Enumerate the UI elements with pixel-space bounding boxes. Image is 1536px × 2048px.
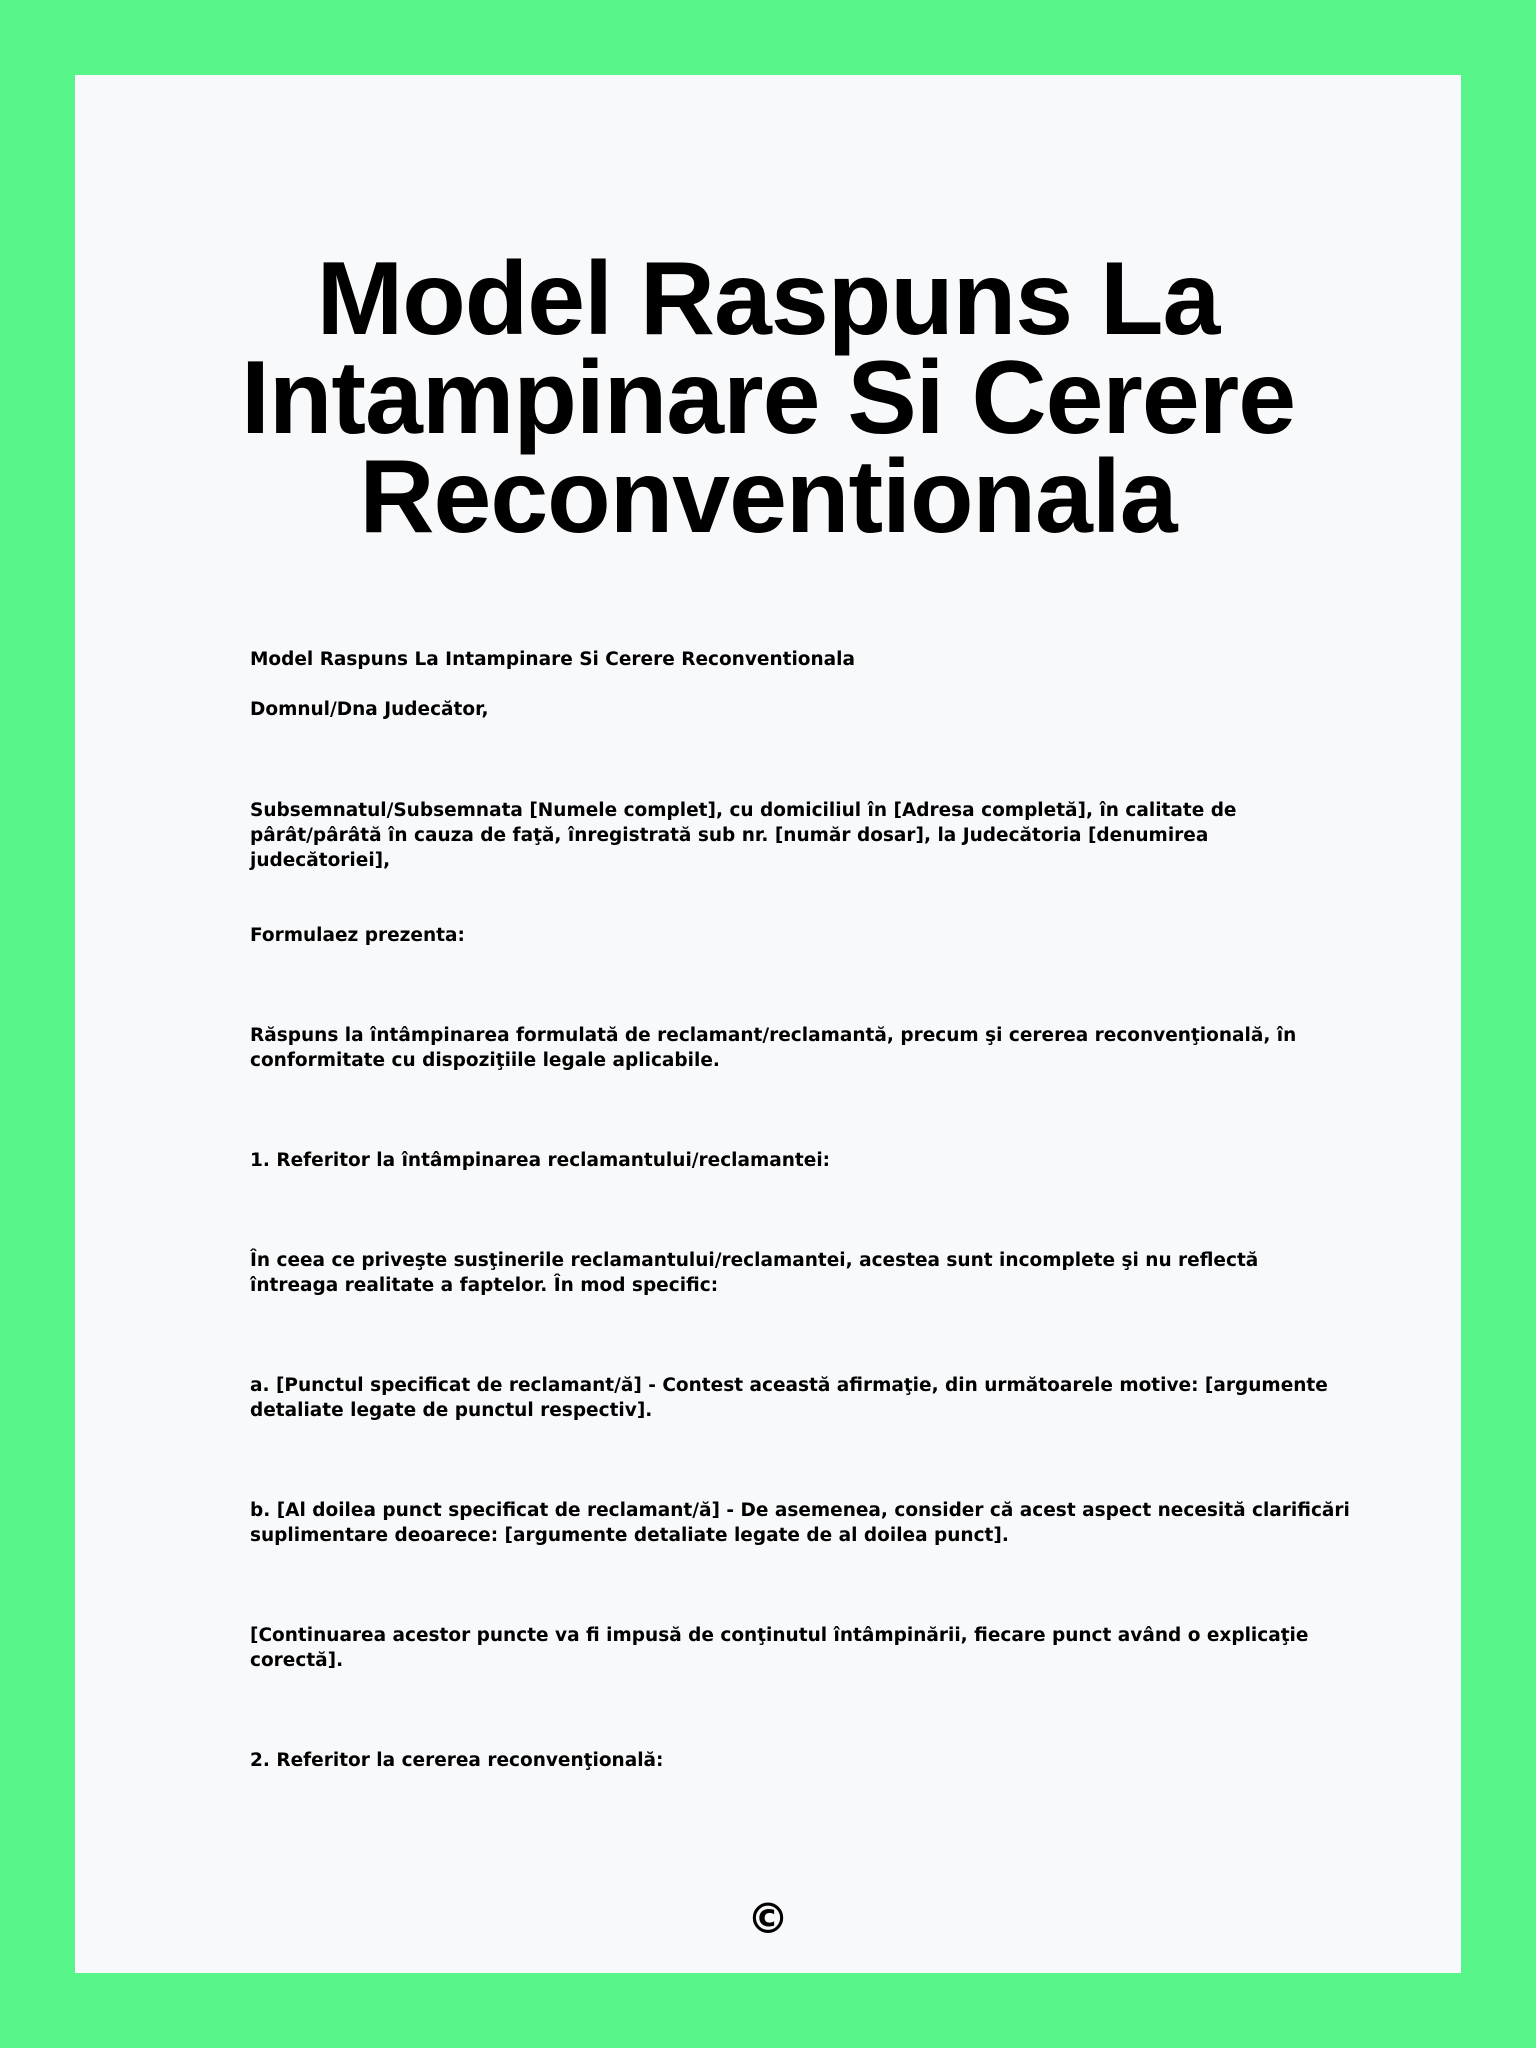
- section-heading: 2. Referitor la cererea reconvenţională:: [250, 1750, 664, 1771]
- paragraph: Formulaez prezenta:: [250, 925, 465, 946]
- salutation: Domnul/Dna Judecător,: [250, 699, 489, 720]
- copyright-icon: ©: [747, 1894, 789, 1943]
- paragraph: Răspuns la întâmpinarea formulată de reclamant/reclamantă, precum şi cererea reconvenţională, în conformitate cu dispoziţiile legale aplicabile.: [250, 1025, 1297, 1071]
- paragraph: În ceea ce priveşte susţinerile reclamantului/reclamantei, acestea sunt incomplete şi nu reflectă întreaga realitate a faptelor. În mod specific:: [250, 1250, 1259, 1296]
- paragraph: [Continuarea acestor puncte va fi impusă de conţinutul întâmpinării, fiecare punct având o explicaţie corectă].: [250, 1625, 1309, 1671]
- page-title: [75, 241, 1461, 555]
- title-line: Intampinare Si Cerere: [240, 340, 1296, 456]
- title-line: Reconventionala: [359, 439, 1177, 555]
- list-item: b. [Al doilea punct specificat de reclamant/ă] - De asemenea, consider că acest aspect necesită clarificări suplimentare deoarece: [argumente detaliate legate de al doilea punct].: [250, 1500, 1350, 1546]
- document-page: [75, 75, 1461, 1973]
- section-heading: 1. Referitor la întâmpinarea reclamantului/reclamantei:: [250, 1150, 831, 1171]
- list-item: a. [Punctul specificat de reclamant/ă] - Contest această afirmaţie, din următoarele motive: [argumente detaliate legate de punctul respectiv].: [250, 1375, 1328, 1421]
- document-heading: Model Raspuns La Intampinare Si Cerere Reconventionala: [250, 649, 855, 670]
- title-line: Model Raspuns La: [316, 241, 1220, 357]
- paragraph: Subsemnatul/Subsemnata [Numele complet], cu domiciliul în [Adresa completă], în calitate de pârât/pârâtă în cauza de faţă, înregistrată sub nr. [număr dosar], la Judecătoria [denumirea judecătoriei],: [250, 800, 1237, 871]
